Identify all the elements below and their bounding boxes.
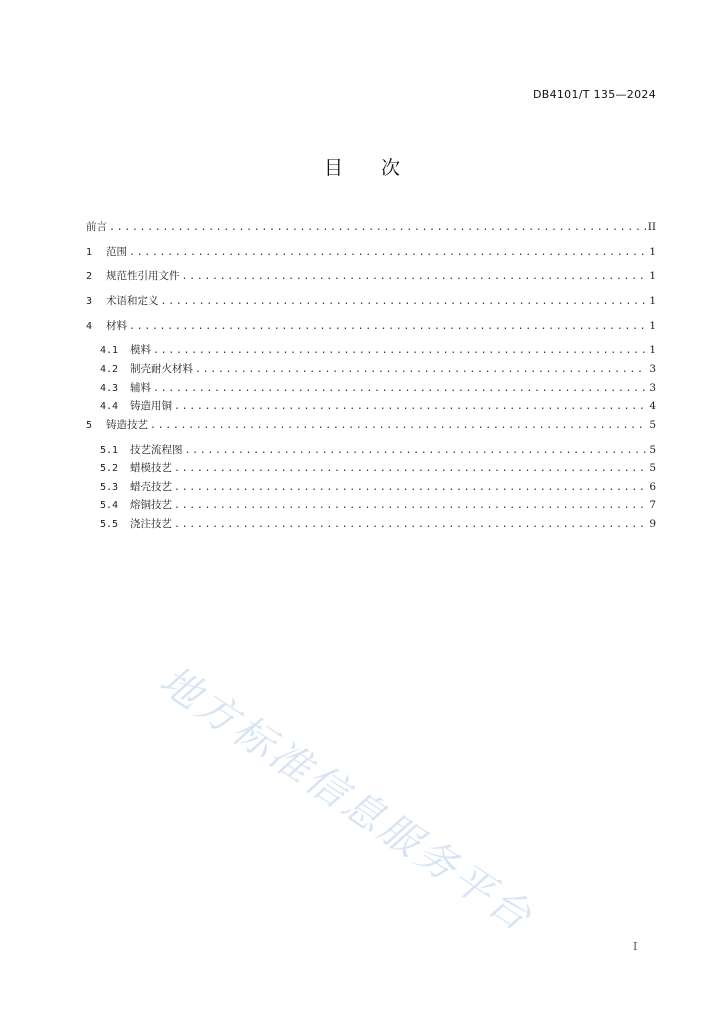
toc-entry[interactable] (86, 417, 656, 442)
toc-entry-label: 模料 (130, 344, 151, 357)
toc-entry-page: 5 (649, 462, 656, 475)
title-char-right: 次 (381, 157, 401, 179)
toc-entry[interactable] (86, 398, 656, 417)
dot-leader (153, 383, 646, 394)
toc-entry-number: 5.5 (100, 518, 119, 530)
toc-entry-label: 蜡模技艺 (130, 462, 172, 475)
toc-entry-number: 4.2 (100, 364, 119, 376)
toc-entry-number: 5.1 (100, 444, 119, 456)
dot-leader (182, 271, 647, 282)
dot-leader (129, 247, 646, 258)
toc-entry-label: 术语和定义 (106, 295, 159, 308)
dot-leader (150, 420, 646, 431)
toc-entry[interactable] (86, 460, 656, 479)
toc-entry[interactable] (86, 516, 656, 535)
dot-leader (153, 345, 646, 356)
document-number: DB4101/T 135—2024 (532, 88, 656, 101)
toc-entry-label: 熔铜技艺 (130, 499, 172, 512)
dot-leader (195, 364, 646, 375)
toc-entry[interactable] (86, 342, 656, 361)
page-title (0, 153, 724, 180)
toc-entry-number: 5 (86, 419, 93, 431)
toc-entry[interactable] (86, 268, 656, 293)
toc-entry-label: 浇注技艺 (130, 517, 172, 530)
watermark: 地方标准信息服务平台 (151, 657, 542, 942)
dot-leader (109, 222, 646, 233)
toc-entry-label: 铸造技艺 (106, 418, 148, 431)
title-char-left: 目 (323, 157, 343, 179)
toc-entry[interactable] (86, 293, 656, 318)
toc-entry-number: 4.1 (100, 345, 119, 357)
toc-entry-label: 辅料 (130, 381, 151, 394)
toc-entry-number: 4.4 (100, 401, 119, 413)
toc-entry-page: 3 (649, 381, 656, 394)
toc-entry[interactable] (86, 442, 656, 461)
toc-entry[interactable] (86, 479, 656, 498)
toc-entry-label: 制壳耐火材料 (130, 363, 193, 376)
toc-entry-page: 9 (649, 517, 656, 530)
toc-entry-number: 2 (86, 271, 93, 283)
toc-entry-label: 蜡壳技艺 (130, 480, 172, 493)
toc-entry-page: 7 (649, 499, 656, 512)
toc-entry[interactable] (86, 361, 656, 380)
toc-entry-page: 1 (649, 245, 656, 258)
toc-entry-page: 1 (649, 344, 656, 357)
toc-entry-number: 1 (86, 246, 93, 258)
dot-leader (129, 321, 646, 332)
toc-entry-page: 1 (649, 319, 656, 332)
toc-entry-label: 铸造用铜 (130, 400, 172, 413)
dot-leader (174, 482, 646, 493)
dot-leader (161, 296, 647, 307)
toc-entry-page: 5 (649, 443, 656, 456)
toc-entry-page: 1 (649, 295, 656, 308)
toc-entry[interactable] (86, 244, 656, 269)
toc-entry-page: 4 (649, 400, 656, 413)
toc-entry-number: 4 (86, 320, 93, 332)
dot-leader (174, 401, 646, 412)
toc-entry-number: 5.4 (100, 500, 119, 512)
page-folio: I (633, 940, 638, 953)
toc-entry-number: 3 (86, 296, 93, 308)
toc-entry[interactable] (86, 497, 656, 516)
toc-entry-label: 技艺流程图 (130, 443, 183, 456)
toc-entry-label: 前言 (86, 221, 107, 233)
toc-entry-page: 5 (649, 418, 656, 431)
dot-leader (174, 500, 646, 511)
toc-entry-number: 4.3 (100, 382, 119, 394)
toc-entry[interactable] (86, 219, 656, 244)
toc-entry-number: 5.2 (100, 463, 119, 475)
toc-entry-page: II (647, 221, 656, 233)
toc-entry-page: 1 (649, 270, 656, 283)
toc-entry-number: 5.3 (100, 481, 119, 493)
toc-entry-label: 材料 (106, 319, 127, 332)
dot-leader (185, 445, 647, 456)
table-of-contents (86, 219, 656, 534)
dot-leader (174, 519, 646, 530)
toc-entry-page: 3 (649, 363, 656, 376)
toc-entry-label: 规范性引用文件 (106, 270, 180, 283)
dot-leader (174, 463, 646, 474)
toc-entry[interactable] (86, 318, 656, 343)
toc-entry[interactable] (86, 380, 656, 399)
toc-entry-page: 6 (649, 480, 656, 493)
toc-entry-label: 范围 (106, 245, 127, 258)
